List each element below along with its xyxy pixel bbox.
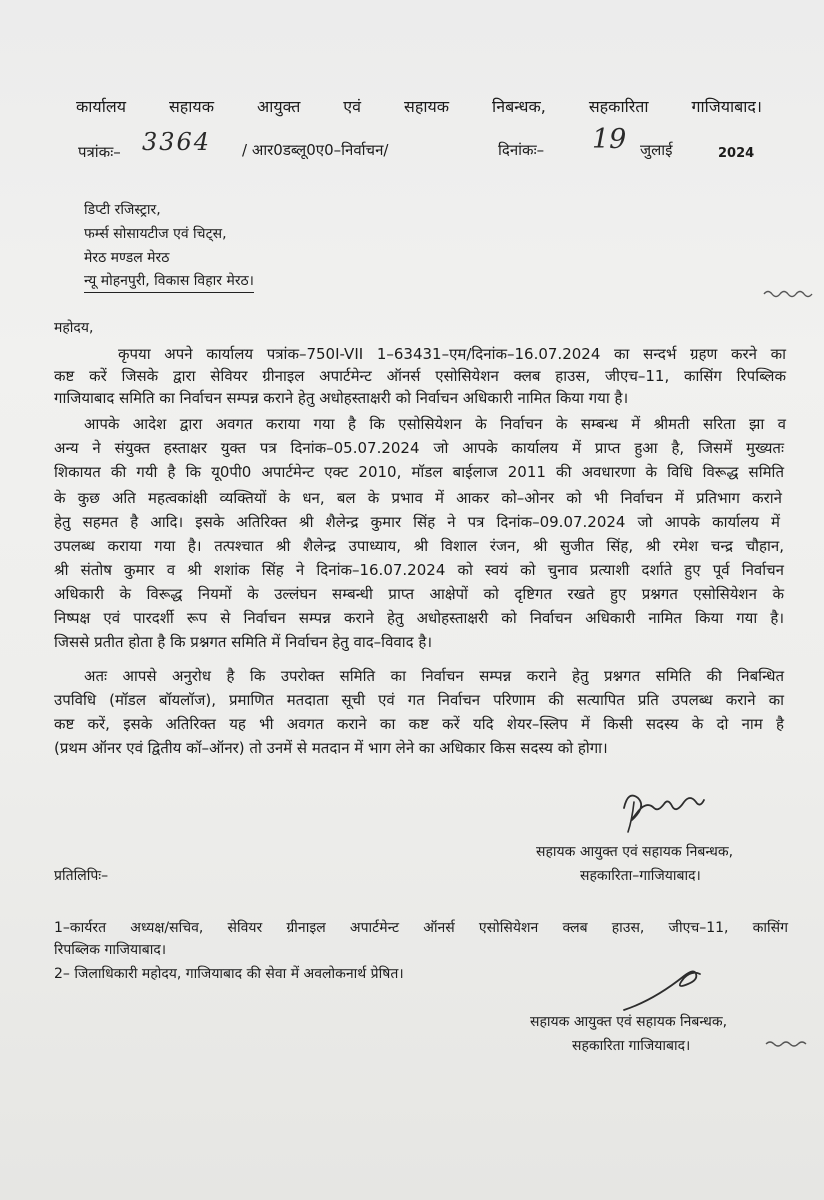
body-line: जिससे प्रतीत होता है कि प्रश्नगत समिति में निर्वाचन हेतु वाद–विवाद है।	[54, 633, 433, 651]
header-word: सहकारिता	[588, 97, 649, 116]
body-line: आपके आदेश द्वारा अवगत कराया गया है कि एसोसियेशन के निर्वाचन के सम्बन्ध में श्रीमती सरिता झा व	[84, 415, 786, 433]
body-line: अतः आपसे अनुरोध है कि उपरोक्त समिति का निर्वाचन सम्पन्न कराने हेतु प्रश्नगत समिति की निबन्धित	[84, 667, 784, 685]
header-word: सहायक	[404, 97, 450, 116]
body-line: उपविधि (मॉडल बॉयलॉज), प्रमाणित मतदाता सूची एवं गत निर्वाचन परिणाम की सत्यापित प्रति उपलब्ध कराने का	[54, 691, 784, 709]
body-line: अन्य ने संयुक्त हस्ताक्षर युक्त पत्र दिनांक–05.07.2024 जो आपके कार्यालय में प्राप्त हुआ है, जिसमें मुख्यतः	[54, 439, 784, 457]
copy-to-item: रिपब्लिक गाजियाबाद।	[54, 942, 167, 958]
office-header	[76, 96, 762, 118]
body-line: कष्ट करें, इसके अतिरिक्त यह भी अवगत कराने का कष्ट करें यदि शेयर–स्लिप में किसी सदस्य के दो नाम है	[54, 715, 784, 733]
copy-to-label: प्रतिलिपिः–	[54, 868, 109, 884]
body-line: कष्ट करें जिसके द्वारा सेवियर ग्रीनाइल अपार्टमेन्ट ऑनर्स एसोसियेशन क्लब हाउस, जीएच–11, कासिंग रिपब्लिक	[54, 367, 786, 385]
header-word: आयुक्त	[256, 97, 301, 116]
body-line: अधिकारी के विरूद्ध नियमों के उल्लंघन सम्बन्धी प्राप्त आक्षेपों को दृष्टिगत रखते हुए प्रश्नगत एसोसियेशन के	[54, 585, 784, 603]
patrank-number: 3364	[142, 128, 212, 156]
handwritten-signature	[614, 778, 724, 838]
header-word: गाजियाबाद।	[691, 97, 762, 116]
copy-to-item: 1–कार्यरत अध्यक्ष/सचिव, सेवियर ग्रीनाइल अपार्टमेन्ट ऑनर्स एसोसियेशन क्लब हाउस, जीएच–11, कासिंग	[54, 920, 788, 936]
header-word: सहायक	[168, 97, 214, 116]
recipient-line: मेरठ मण्डल मेरठ	[84, 250, 170, 266]
signatory-office: सहकारिता गाजियाबाद।	[572, 1038, 691, 1054]
dinank-label: दिनांकः–	[498, 141, 545, 159]
margin-scribble	[764, 1038, 814, 1053]
header-word: निबन्धक,	[492, 97, 546, 116]
body-line: कृपया अपने कार्यालय पत्रांक–750I-VII 1–63431–एम/दिनांक–16.07.2024 का सन्दर्भ ग्रहण करने का	[118, 345, 786, 363]
signatory-designation: सहायक आयुक्त एवं सहायक निबन्धक,	[536, 844, 734, 860]
body-line: श्री संतोष कुमार व श्री शशांक सिंह ने दिनांक–16.07.2024 को स्वयं को चुनाव प्रत्याशी दर्शाते हुए पूर्व निर्वाचन	[54, 561, 784, 579]
body-line: उपलब्ध कराया गया है। तत्पश्चात श्री शैलेन्द्र उपाध्याय, श्री विशाल रंजन, श्री सुजीत सिंह, श्री रमेश चन्द्र चौहान,	[54, 537, 784, 555]
margin-scribble	[762, 286, 818, 303]
signatory-office: सहकारिता–गाजियाबाद।	[580, 868, 701, 884]
header-word: एवं	[343, 97, 362, 116]
dinank-month: जुलाई	[640, 141, 673, 159]
signatory-designation: सहायक आयुक्त एवं सहायक निबन्धक,	[530, 1014, 728, 1030]
body-line: (प्रथम ऑनर एवं द्वितीय कॉ–ऑनर) तो उनमें से मतदान में भाग लेने का अधिकार किस सदस्य को होगा।	[54, 739, 608, 757]
body-line: के कुछ अति महत्वकांक्षी व्यक्तियों के धन, बल के प्रभाव में आकर को–ओनर को भी निर्वाचन में प्रतिभाग कराने	[54, 489, 782, 507]
recipient-line: फर्म्स सोसायटीज एवं चिट्स,	[84, 226, 227, 242]
patrank-reference: / आर0डब्लू0ए0–निर्वाचन/	[242, 141, 389, 159]
header-word: कार्यालय	[76, 97, 126, 116]
handwritten-signature	[620, 960, 740, 1020]
body-line: शिकायत की गयी है कि यू0पी0 अपार्टमेन्ट एक्ट 2010, मॉडल बाईलाज 2011 की अवधारणा के विधि विरूद्ध समिति	[54, 463, 784, 481]
recipient-line: डिप्टी रजिस्ट्रार,	[84, 202, 161, 218]
salutation: महोदय,	[54, 320, 94, 336]
body-line: निष्पक्ष एवं पारदर्शी रूप से निर्वाचन सम्पन्न कराने हेतु अधोहस्ताक्षरी को निर्वाचन अधिकारी नामित किया गया है।	[54, 609, 784, 627]
body-line: हेतु सहमत है आदि। इसके अतिरिक्त श्री शैलेन्द्र कुमार सिंह ने पत्र दिनांक–09.07.2024 जो आपके कार्यालय में	[54, 513, 780, 531]
recipient-address: न्यू मोहनपुरी, विकास विहार मेरठ।	[84, 271, 254, 293]
dinank-day: 19	[592, 124, 627, 155]
patrank-label: पत्रांकः–	[78, 143, 121, 161]
body-line: गाजियाबाद समिति का निर्वाचन सम्पन्न कराने हेतु अधोहस्ताक्षरी को निर्वाचन अधिकारी नामित किया गया है।	[54, 389, 629, 407]
dinank-year: 2024	[718, 146, 755, 161]
copy-to-item: 2– जिलाधिकारी महोदय, गाजियाबाद की सेवा में अवलोकनार्थ प्रेषित।	[54, 966, 404, 982]
